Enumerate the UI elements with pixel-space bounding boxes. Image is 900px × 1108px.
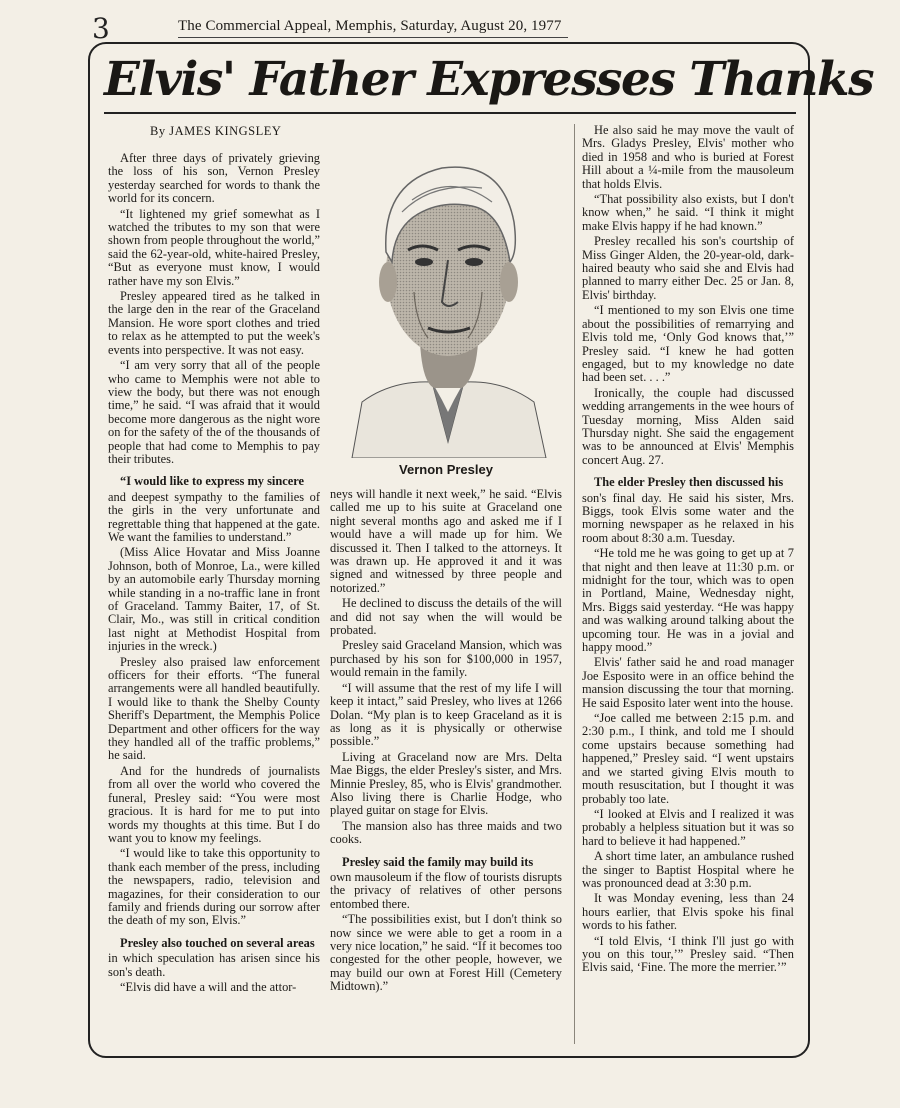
article-paragraph: The mansion also has three maids and two cooks. xyxy=(330,818,562,847)
article-paragraph: in which speculation has arisen since his son's death. xyxy=(108,951,320,979)
article-paragraph: (Miss Alice Hovatar and Miss Joanne Johnson, both of Monroe, La., were killed by an automobile early Thursday morning while standing in a no-traffic lane in front of Graceland. Tammy Baiter, 17, of St. Clair, Mo., was still in critical condition last night at Methodist Hospital from injuries in the wreck.) xyxy=(108,545,320,654)
headline: Elvis' Father Expresses Thanks xyxy=(104,52,874,107)
article-paragraph: Presley appeared tired as he talked in the large den in the rear of the Graceland Mansion. He wore sport clothes and tried to relax as he attempted to put the week's events into perspective. It was not easy. xyxy=(108,289,320,357)
dateline: The Commercial Appeal, Memphis, Saturday, August 20, 1977 xyxy=(178,18,568,38)
col3-subhead: The elder Presley then discussed his xyxy=(594,475,784,490)
article-paragraph: He also said he may move the vault of Mrs. Gladys Presley, Elvis' mother who died in 1958 and who is buried at Forest Hill about a ¼-mile from the mausoleum that holds Elvis. xyxy=(582,123,794,191)
col1c-paragraphs xyxy=(108,952,320,994)
col2-subhead-paragraph xyxy=(330,856,562,869)
column-rule xyxy=(574,124,575,1044)
article-paragraph: Presley also praised law enforcement officers for their efforts. “The funeral arrangements were all handled beautifully. I would like to thank the Shelby County Sheriff's Department, the Memphis Police Department and other officers for the way they handled all of the traffic problems,” he said. xyxy=(108,654,320,763)
article-paragraph: “I am very sorry that all of the people who came to Memphis were not able to view the body, but there was not enough time,” he said. “I was afraid that it would become more dangerous as the night wore on for the safety of the of the thousands of people that had come to Memphis to pay their tributes. xyxy=(108,358,320,466)
col1-subhead2: Presley also touched on several areas xyxy=(120,935,315,950)
portrait-photo xyxy=(342,142,554,458)
article-paragraph: “That possibility also exists, but I don't know when,” he said. “I think it might make Elvis happy if he had known.” xyxy=(582,192,794,233)
article-paragraph: neys will handle it next week,” he said. “Elvis called me up to his suite at Graceland one night several months ago and asked me if I would have a will made up for him. We discussed it. Then I talked to the attorneys. It was drawn up. He approved it and it was signed and witnessed by three people and notorized.” xyxy=(330,487,562,595)
article-paragraph: Living at Graceland now are Mrs. Delta Mae Biggs, the elder Presley's sister, and Mrs. Minnie Presley, 85, who is Elvis' grandmother. Also living there is Charlie Hodge, who played guitar on stage for Elvis. xyxy=(330,749,562,818)
article-paragraph: “I will assume that the rest of my life I will keep it intact,” said Presley, who lives at 1266 Dolan. “My plan is to keep Graceland as it is as long as it is physically or otherwise possible.” xyxy=(330,680,562,749)
article-paragraph: “I mentioned to my son Elvis one time about the possibilities of remarrying and Elvis told me, ‘Only God knows that,’” Presley said. “I knew he had gotten engaged, but to my knowledge no date had been set. . . .” xyxy=(582,303,794,385)
col2b-paragraphs xyxy=(330,871,562,994)
article-paragraph: and deepest sympathy to the families of the girls in the very unfortunate and regrettable thing that happened at the gate. We want the families to understand.” xyxy=(108,489,320,544)
byline: By JAMES KINGSLEY xyxy=(150,124,282,138)
article-paragraph: Elvis' father said he and road manager Joe Esposito were in an office behind the mansion discussing the tour that morning. He said Esposito later went into the house. xyxy=(582,655,794,710)
article-paragraph: “I told Elvis, ‘I think I'll just go with you on this tour,’” Presley said. “Then Elvis said, ‘Fine. The more the merrier.’” xyxy=(582,933,794,975)
col2-subhead: Presley said the family may build its xyxy=(342,854,534,869)
article-paragraph: “The possibilities exist, but I don't think so now since we were able to get a room in a very nice location,” he said. “If it becomes too congested for the other people, however, we may build our own at Forest Hill (Cemetery Midtown).” xyxy=(330,912,562,994)
article-paragraph: “He told me he was going to get up at 7 that night and then leave at 11:30 p.m. or midnight for the tour, which was to open in Portland, Maine, Wednesday night, Mrs. Biggs said yesterday. “He was happy and was walking around talking about the upcoming tour. He was in a jovial and happy mood.” xyxy=(582,546,794,655)
col3-subhead-paragraph xyxy=(582,476,794,489)
article-paragraph: It was Monday evening, less than 24 hours earlier, that Elvis spoke his final words to his father. xyxy=(582,891,794,933)
column-3 xyxy=(582,124,794,977)
col1-subhead-paragraph xyxy=(108,475,320,488)
photo-caption: Vernon Presley xyxy=(399,462,493,477)
article-paragraph: own mausoleum if the flow of tourists disrupts the privacy of relatives of other persons entombed there. xyxy=(330,869,562,911)
col3-paragraphs xyxy=(582,124,794,467)
col1-subhead2-paragraph xyxy=(108,937,320,950)
col1-subhead: “I would like to express my sincere xyxy=(120,474,305,489)
headline-rule xyxy=(104,112,796,114)
article-paragraph: After three days of privately grieving the loss of his son, Vernon Presley yesterday searched for words to thank the world for its concern. xyxy=(108,151,320,206)
article-paragraph: Presley recalled his son's courtship of Miss Ginger Alden, the 20-year-old, dark-haired beauty who said she and Elvis had planned to marry either Dec. 25 or Jan. 8, Elvis' birthday. xyxy=(582,234,794,302)
page-number: 3 xyxy=(92,12,110,45)
article-paragraph: “It lightened my grief somewhat as I watched the tributes to my son that were shown from people throughout the world,” said the 62-year-old, white-haired Presley, “But as everyone must know, I would rather have my son Elvis.” xyxy=(108,206,320,288)
article-paragraph: “I looked at Elvis and I realized it was probably a helpless situation but it was so hard to believe it had happened.” xyxy=(582,806,794,848)
article-paragraph: “Elvis did have a will and the attor- xyxy=(120,979,297,994)
article-paragraph: Presley said Graceland Mansion, which was purchased by his son for $100,000 in 1957, would remain in the family. xyxy=(330,638,562,680)
col1-paragraphs xyxy=(108,152,320,466)
col1b-paragraphs xyxy=(108,491,320,928)
article-paragraph: Ironically, the couple had discussed wedding arrangements in the wee hours of Tuesday morning, Miss Alden said Thursday night. She said the engagement was to be announced at Elvis' Memphis concert Aug. 27. xyxy=(582,385,794,467)
col2-paragraphs xyxy=(330,488,562,847)
column-2 xyxy=(330,488,562,996)
col3b-paragraphs xyxy=(582,492,794,975)
article-paragraph: son's final day. He said his sister, Mrs. Biggs, took Elvis some water and the morning newspaper as he relaxed in his room about 8:30 a.m. Tuesday. xyxy=(582,490,794,545)
column-1 xyxy=(108,152,320,996)
article-paragraph: He declined to discuss the details of the will and did not say when the will would be probated. xyxy=(330,596,562,638)
article-paragraph: A short time later, an ambulance rushed the singer to Baptist Hospital where he was pronounced dead at 3:30 p.m. xyxy=(582,849,794,890)
article-paragraph: “Joe called me between 2:15 p.m. and 2:30 p.m., I think, and told me I should come upstairs because something had happened,” Presley said. “I went upstairs and we started giving Elvis mouth to mouth resuscitation, but I thought it was probably too late. xyxy=(582,711,794,806)
article-paragraph: “I would like to take this opportunity to thank each member of the press, including the newspapers, radio, television and magazines, for their consideration to our family and friends during our sorrow after the death of my son, Elvis.” xyxy=(108,846,320,928)
article-paragraph: And for the hundreds of journalists from all over the world who covered the funeral, Presley said: “You were most gracious. It is hard for me to put into words my thoughts at this time. But I do want you to know my feelings. xyxy=(108,763,320,845)
portrait-illustration xyxy=(342,142,554,458)
